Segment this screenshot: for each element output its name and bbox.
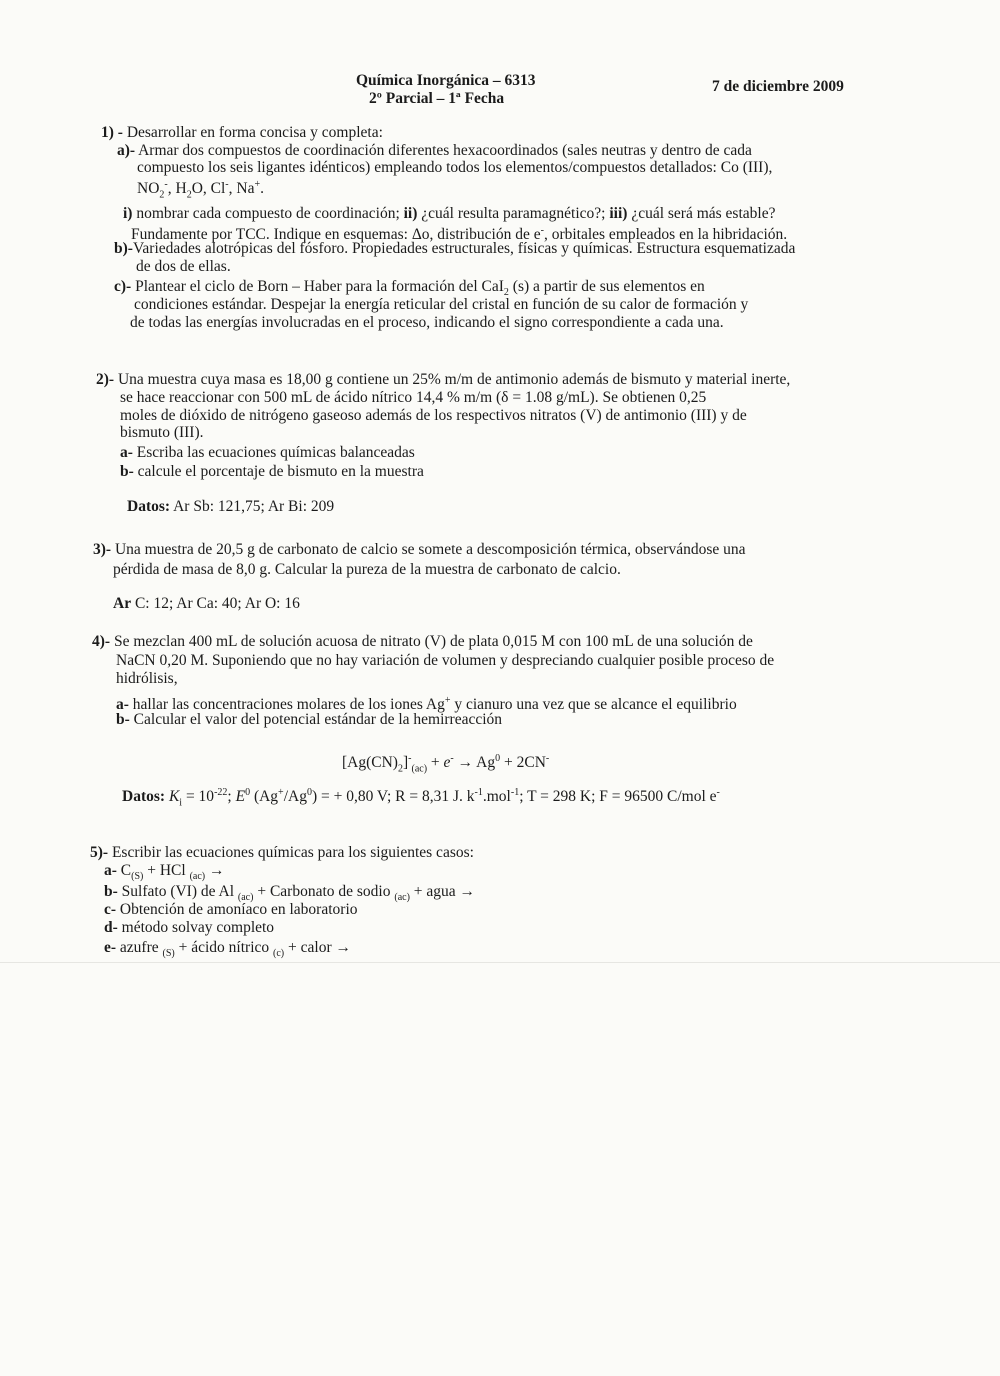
q5-c: c- Obtención de amoníaco en laboratorio [104, 901, 358, 918]
q2-b: b- calcule el porcentaje de bismuto en la muestra [120, 463, 424, 480]
exam-date: 7 de diciembre 2009 [712, 78, 844, 95]
q1-intro: 1) - Desarrollar en forma concisa y completa: [101, 124, 383, 141]
q5-a: a- $C_{(S)}$ + HCl $_{(ac)}$ → [104, 862, 225, 883]
q2-line4: bismuto (III). [120, 424, 204, 441]
q1-i-line2: Fundamente por TCC. Indique en esquemas: Δo, distribución de e-, orbitales empleados en la hibridación. [131, 225, 788, 244]
q3-data: Ar C: 12; Ar Ca: 40; Ar O: 16 [113, 595, 300, 612]
q2-line3: moles de dióxido de nitrógeno gaseoso además de los respectivos nitratos (V) de antimonio (III) y de [120, 407, 747, 424]
q5-d: d- método solvay completo [104, 919, 275, 936]
q4-a: a- hallar las concentraciones molares de los iones Ag+ y cianuro una vez que se alcance el equilibrio [116, 695, 737, 714]
q1-a-line3: $NO_2^-$, $H_2O$, Cl-, Na+. [137, 179, 264, 201]
q5-e: e- azufre $_{(S)}$ + ácido nítrico $_{(c)}$ + calor → [104, 939, 351, 960]
q1-a-line2: compuesto los seis ligantes idénticos) empleando todos los elementos/compuestos detallados: Co (III), [137, 159, 773, 176]
q1-a-line1: a)- Armar dos compuestos de coordinación diferentes hexacoordinados (sales neutras y dentro de cada [117, 142, 752, 159]
q2-line2: se hace reaccionar con 500 mL de ácido nítrico 14,4 % m/m (δ = 1.08 g/mL). Se obtienen 0,25 [120, 389, 707, 406]
q5-intro: 5)- Escribir las ecuaciones químicas para los siguientes casos: [90, 844, 474, 861]
q2-line1: 2)- Una muestra cuya masa es 18,00 g contiene un 25% m/m de antimonio además de bismuto y material inerte, [96, 371, 791, 388]
q1-c-line3: de todas las energías involucradas en el proceso, indicando el signo correspondiente a cada una. [130, 314, 724, 331]
q3-line2: pérdida de masa de 8,0 g. Calcular la pureza de la muestra de carbonato de calcio. [113, 561, 621, 578]
course-title: Química Inorgánica – 6313 [356, 72, 536, 89]
q1-c-line1: c)- Plantear el ciclo de Born – Haber para la formación del CaI$_2$ (s) a partir de sus elementos en [114, 278, 705, 299]
q4-half-reaction: $[Ag(CN)_2]^-_{(ac)} + e^- \to Ag^0 + 2CN^-$ [342, 753, 550, 775]
q3-line1: 3)- Una muestra de 20,5 g de carbonato de calcio se somete a descomposición térmica, observándose una [93, 541, 746, 558]
q2-datos: Datos: Ar Sb: 121,75; Ar Bi: 209 [127, 498, 335, 515]
q4-line3: hidrólisis, [116, 670, 178, 687]
q4-line1: 4)- Se mezclan 400 mL de solución acuosa de nitrato (V) de plata 0,015 M con 100 mL de una solución de [92, 633, 753, 650]
q1-b-line2: de dos de ellas. [136, 258, 231, 275]
q5-b: b- Sulfato (VI) de Al $_{(ac)}$ + Carbonato de sodio $_{(ac)}$ + agua → [104, 883, 476, 904]
q1-c-line2: condiciones estándar. Despejar la energía reticular del cristal en función de su calor de formación y [134, 296, 749, 313]
q4-datos: Datos: $K_i = 10^{-22}$; $E^0$ $(Ag^+/Ag^0)$ = + 0,80 V; R = 8,31 J. $k^{-1}.mol^{-1}$; T = 298 K; F = 96500 C/mol e- [122, 787, 720, 809]
q4-line2: NaCN 0,20 M. Suponiendo que no hay variación de volumen y despreciando cualquier posible proceso de [116, 652, 775, 669]
q2-a: a- Escriba las ecuaciones químicas balanceadas [120, 444, 415, 461]
q1-b-line1: b)-Variedades alotrópicas del fósforo. Propiedades estructurales, físicas y químicas. Estructura esquematizada [114, 240, 796, 257]
q1-i-line1: i) nombrar cada compuesto de coordinación; ii) ¿cuál resulta paramagnético?; iii) ¿cuál será más estable? [123, 205, 776, 222]
scan-fold-line [0, 962, 1000, 963]
exam-subtitle: 2º Parcial – 1ª Fecha [369, 90, 505, 107]
q4-b: b- Calcular el valor del potencial estándar de la hemirreacción [116, 711, 503, 728]
